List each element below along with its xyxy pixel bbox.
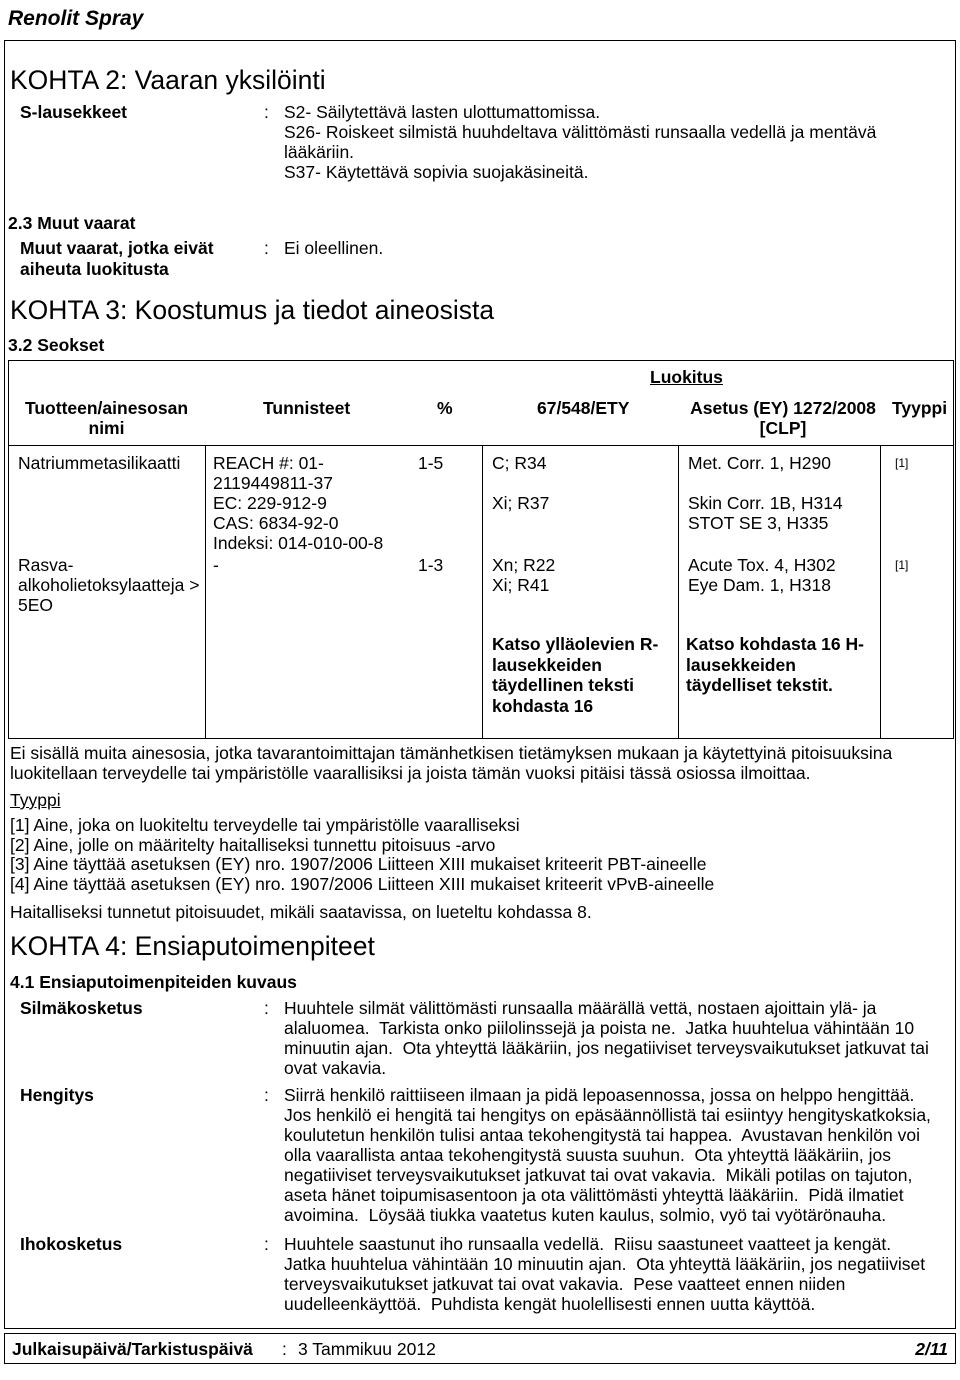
- revision-date-label: Julkaisupäivä/Tarkistuspäivä: [12, 1339, 253, 1359]
- exposure-limits-note: Haitalliseksi tunnetut pitoisuudet, mikäli saatavissa, on lueteltu kohdassa 8.: [10, 902, 592, 922]
- row1-identifiers: REACH #: 01- 2119449811-37 EC: 229-912-9 CAS: 6834-92-0 Indeksi: 014-010-00-8: [213, 453, 384, 553]
- skin-contact-text: Huuhtele saastunut iho runsaalla vedellä. Riisu saastuneet vaatteet ja kengät. Jatka huuhtelua vähintään 10 minuutin ajan. Ota yhteyttä lääkäriin, jos negatiiviset terveysvaikutukset jatkuvat tai ovat vakavia. Pese vaatteet ennen niiden uudelleenkäyttöä. Puhdista kengät huolellisesti ennen uutta käyttöä.: [284, 1234, 926, 1314]
- row1-clp-class: STOT SE 3, H335: [688, 513, 829, 533]
- revision-date-value: 3 Tammikuu 2012: [298, 1339, 436, 1359]
- row2-name: Rasva- alkoholietoksylaatteja > 5EO: [18, 555, 200, 615]
- table-column-divider: [678, 445, 679, 738]
- row1-dsd-class: Xi; R37: [492, 493, 550, 513]
- other-hazards-heading: 2.3 Muut vaarat: [8, 213, 136, 233]
- first-aid-subheading: 4.1 Ensiaputoimenpiteiden kuvaus: [10, 972, 297, 992]
- row1-dsd-class: C; R34: [492, 453, 547, 473]
- table-column-divider: [880, 445, 881, 738]
- skin-contact-separator: :: [264, 1234, 269, 1254]
- inhalation-separator: :: [264, 1085, 269, 1105]
- inhalation-text: Siirrä henkilö raittiiseen ilmaan ja pidä lepoasennossa, jossa on helppo hengittää. Jos henkilö ei hengitä tai hengitys on epäsäännöllistä tai esiintyy hengityskatkoksia, koulutetun henkilön tulisi antaa tekohengitystä tai happea. Avustavan henkilön voi olla vaarallista antaa tekohengitystä suusta suuhun. Ota yhteyttä lääkäriin, jos negatiiviset terveysvaikutukset jatkuvat tai ovat vakavia. Mikäli potilas on tajuton, aseta hänet toipumisasentoon ja ota välittömästi yhteyttä lääkäriin. Pidä ilmatiet avoimina. Löysää tiukka vaatetus kuten kaulus, solmio, vyö tai vyötärönauha.: [284, 1085, 931, 1225]
- section3-heading: KOHTA 3: Koostumus ja tiedot aineosista: [10, 295, 495, 325]
- mixtures-subheading: 3.2 Seokset: [8, 335, 105, 355]
- inhalation-label: Hengitys: [20, 1085, 94, 1105]
- row1-clp-class: Skin Corr. 1B, H314: [688, 493, 843, 513]
- table-column-divider: [482, 445, 483, 738]
- row1-percent: 1-5: [418, 453, 444, 473]
- revision-date-separator: :: [282, 1339, 287, 1359]
- row1-type: [1]: [895, 456, 909, 470]
- skin-contact-label: Ihokosketus: [20, 1234, 123, 1254]
- row2-dsd-class: Xn; R22 Xi; R41: [492, 555, 556, 595]
- other-hazards-value: Ei oleellinen.: [284, 238, 384, 258]
- col-header-name: Tuotteen/ainesosan nimi: [24, 398, 189, 438]
- section4-heading: KOHTA 4: Ensiaputoimenpiteet: [10, 931, 375, 961]
- col-header-dsd: 67/548/ETY: [537, 398, 630, 418]
- type-legend-title: Tyyppi: [10, 790, 61, 810]
- col-header-identifiers: Tunnisteet: [263, 398, 351, 418]
- document-title: Renolit Spray: [8, 7, 144, 30]
- row2-clp-class: Acute Tox. 4, H302 Eye Dam. 1, H318: [688, 555, 836, 595]
- other-hazards-label: Muut vaarat, jotka eivät aiheuta luokitusta: [20, 238, 214, 279]
- table-header-divider: [8, 445, 954, 446]
- composition-note: Ei sisällä muita ainesosia, jotka tavarantoimittajan tämänhetkisen tietämyksen mukaan ja käytettyinä pitoisuuksina luokitellaan terveydelle tai ympäristölle vaarallisiksi ja joista tämän vuoksi pitäisi tässä osiossa ilmoittaa.: [10, 743, 893, 783]
- row1-name: Natriummetasilikaatti: [18, 453, 181, 473]
- row2-percent: 1-3: [418, 555, 444, 575]
- eye-contact-text: Huuhtele silmät välittömästi runsaalla määrällä vettä, nostaen ajoittain ylä- ja alaluomea. Tarkista onko piilolinssejä ja poista ne. Jatka huuhtelua vähintään 10 minuutin ajan. Ota yhteyttä lääkäriin, jos negatiiviset terveysvaikutukset jatkuvat tai ovat vakavia.: [284, 998, 929, 1078]
- table-column-divider: [205, 445, 206, 738]
- row1-clp-class: Met. Corr. 1, H290: [688, 453, 831, 473]
- page-number: 2/11: [915, 1339, 948, 1359]
- classification-group-header: Luokitus: [650, 367, 723, 387]
- col-header-type: Tyyppi: [892, 398, 948, 418]
- col-header-percent: %: [437, 398, 453, 418]
- row2-type: [1]: [895, 558, 909, 572]
- clp-footnote: Katso kohdasta 16 H- lausekkeiden täydelliset tekstit.: [686, 634, 864, 695]
- eye-contact-separator: :: [264, 998, 269, 1018]
- dsd-footnote: Katso ylläolevien R- lausekkeiden täydellinen teksti kohdasta 16: [492, 634, 659, 716]
- section2-heading: KOHTA 2: Vaaran yksilöinti: [10, 65, 326, 95]
- s-phrases-label: S-lausekkeet: [20, 102, 128, 122]
- row2-identifiers: -: [213, 555, 219, 575]
- s-phrases-separator: :: [264, 102, 269, 122]
- s-phrases-text: S2- Säilytettävä lasten ulottumattomissa. S26- Roiskeet silmistä huuhdeltava välittömästi runsaalla vedellä ja mentävä lääkäriin. S37- Käytettävä sopivia suojakäsineitä.: [284, 102, 877, 182]
- type-legend: [1] Aine, joka on luokiteltu terveydelle tai ympäristölle vaaralliseksi [2] Aine, jolle on määritelty haitalliseksi tunnettu pitoisuus -arvo [3] Aine täyttää asetuksen (EY) nro. 1907/2006 Liitteen XIII mukaiset kriteerit PBT-aineelle [4] Aine täyttää asetuksen (EY) nro. 1907/2006 Liitteen XIII mukaiset kriteerit vPvB-aineelle: [10, 815, 715, 894]
- col-header-clp: Asetus (EY) 1272/2008 [CLP]: [690, 398, 876, 438]
- other-hazards-separator: :: [264, 238, 269, 258]
- eye-contact-label: Silmäkosketus: [20, 998, 143, 1018]
